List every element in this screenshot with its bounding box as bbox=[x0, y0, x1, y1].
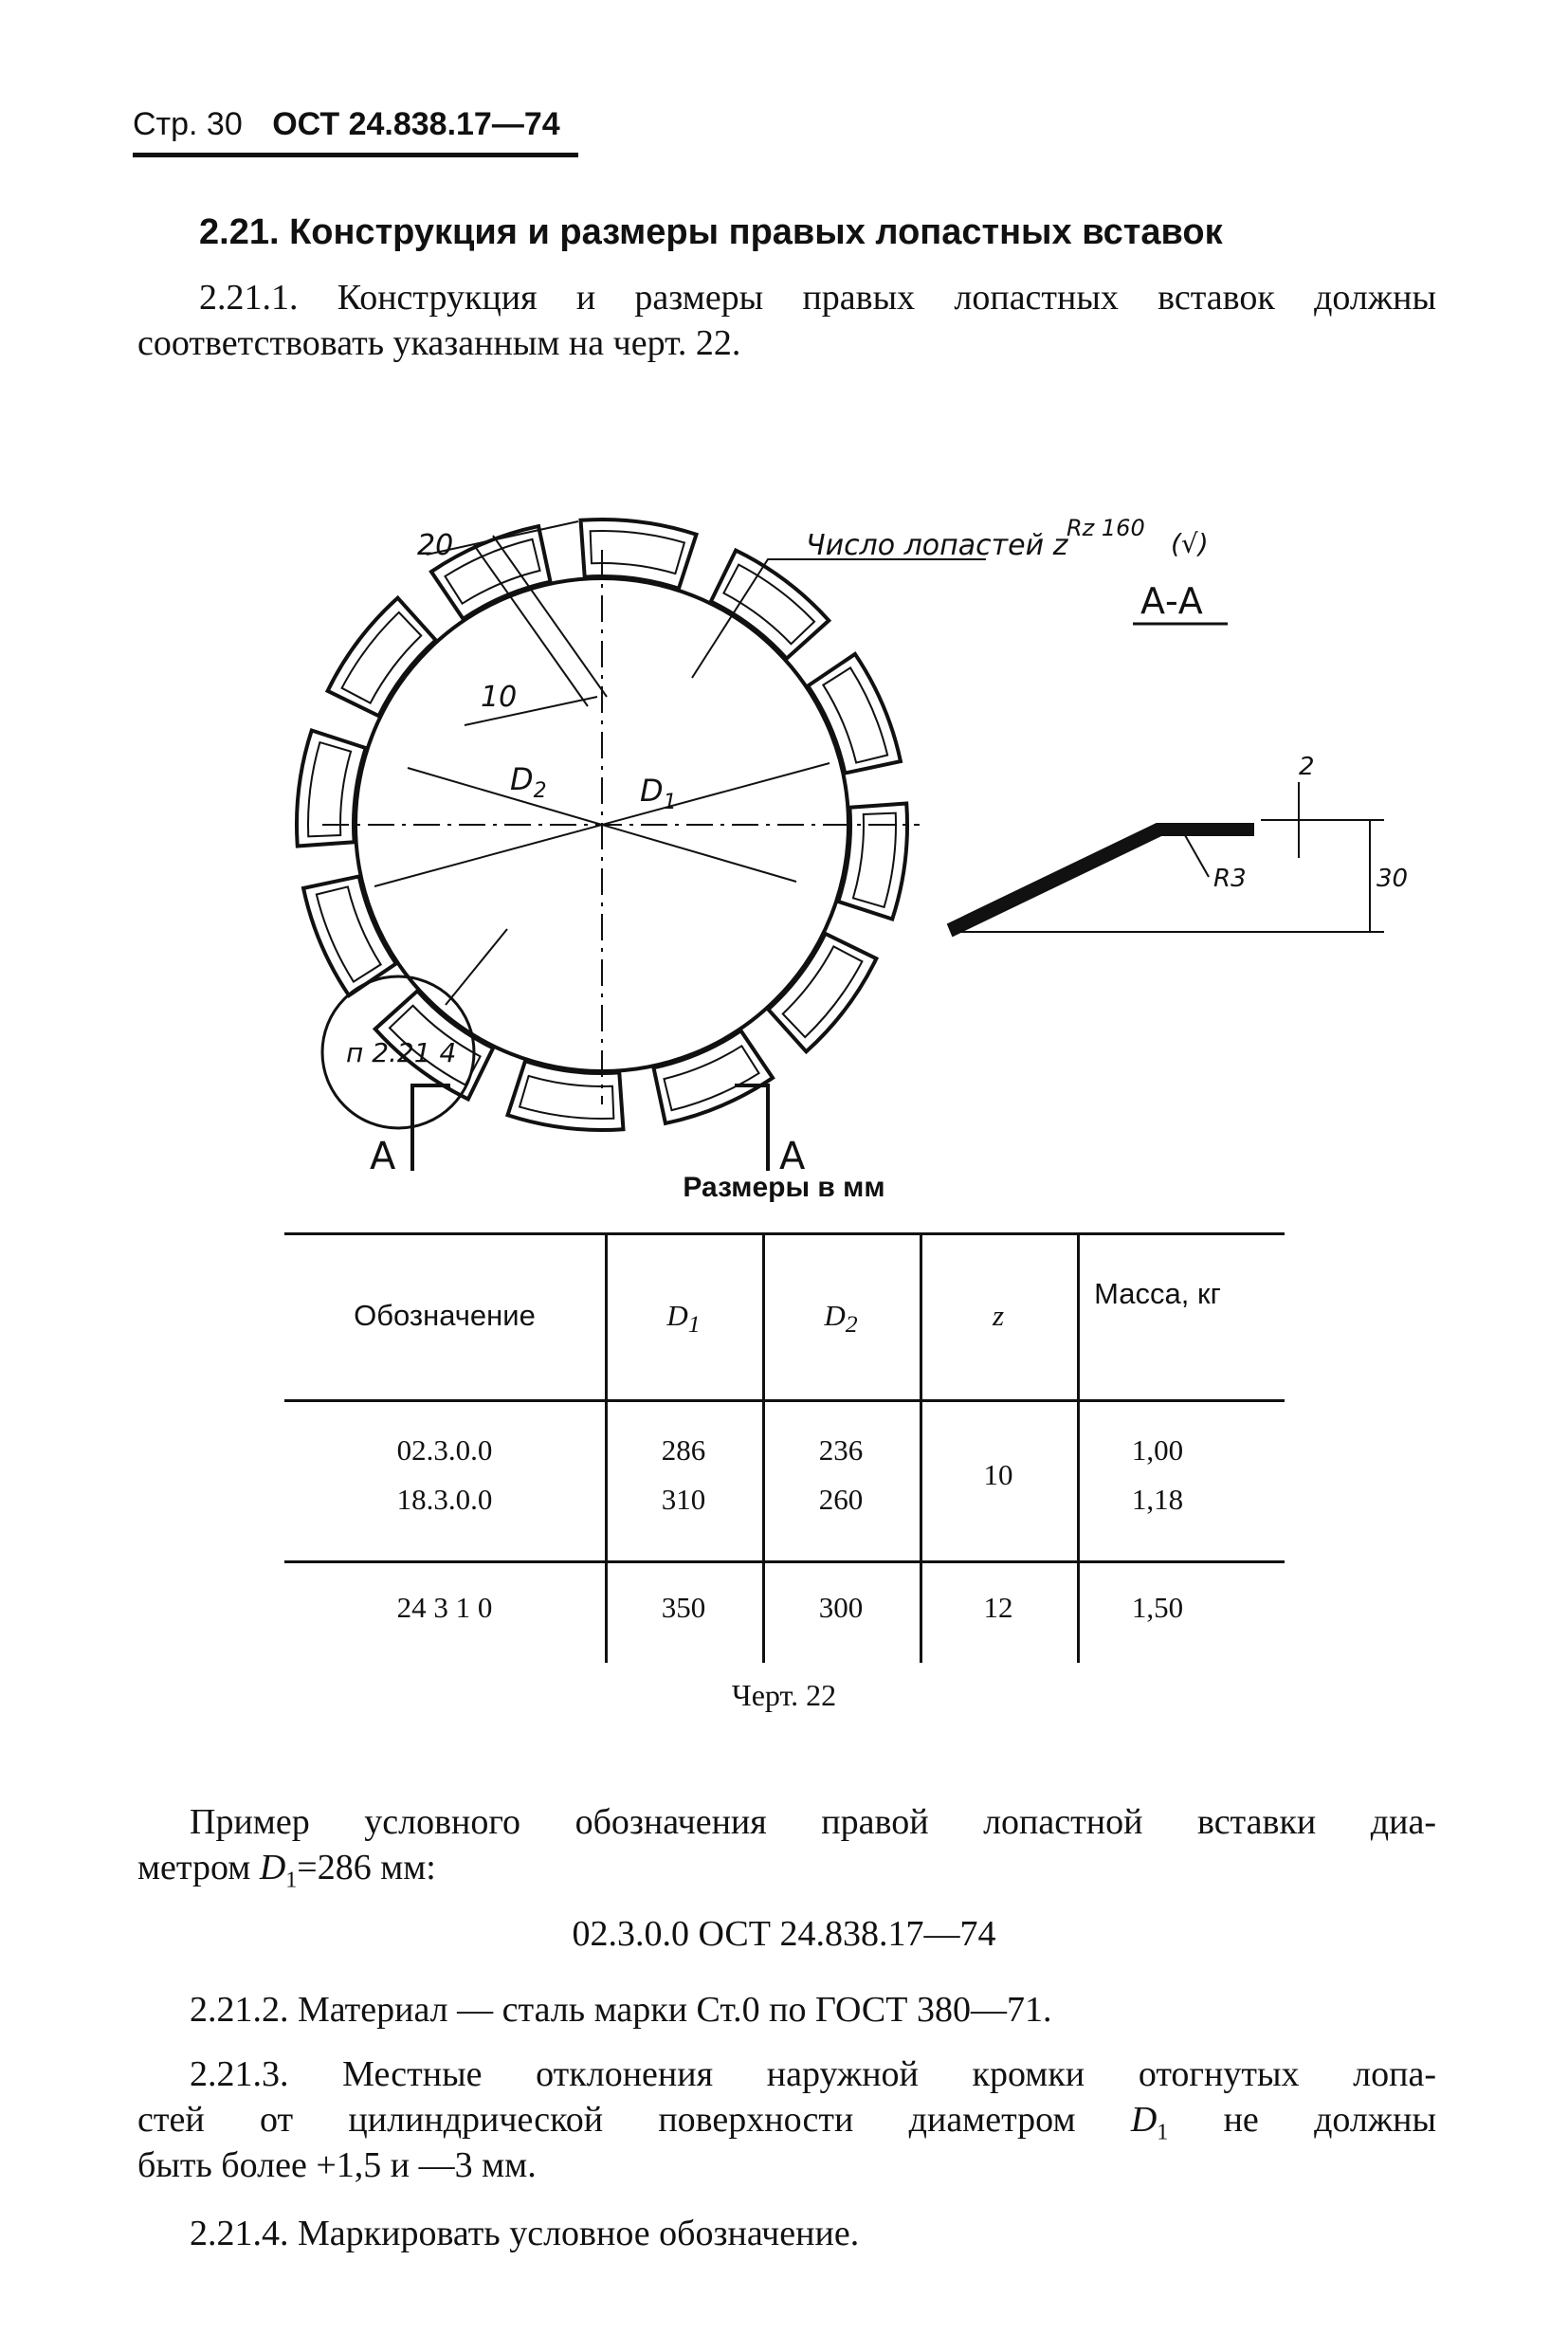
row-3-d1: 350 bbox=[661, 1591, 706, 1624]
header-mass: Масса, кг bbox=[1094, 1277, 1221, 1310]
table-top-rule bbox=[284, 1232, 1285, 1235]
blade-inner-outline bbox=[783, 946, 863, 1037]
blade-segment bbox=[297, 730, 366, 846]
section-title: 2.21. Конструкция и размеры правых лопастных вставок bbox=[199, 212, 1223, 252]
sizes-caption: Размеры в мм bbox=[683, 1172, 885, 1203]
row-2-d1: 310 bbox=[661, 1483, 706, 1516]
section-mark-left-label: А bbox=[370, 1135, 396, 1178]
section-mark-right-label: А bbox=[779, 1135, 806, 1178]
figure-caption: Черт. 22 bbox=[731, 1678, 837, 1712]
blade-segment bbox=[711, 551, 829, 659]
roughness-rest: (√) bbox=[1171, 528, 1209, 559]
blade-inner-outline bbox=[520, 1076, 613, 1119]
d2-label: $D_2$ bbox=[510, 761, 547, 803]
row-3-z: 12 bbox=[983, 1591, 1013, 1624]
blade-segment bbox=[507, 1061, 623, 1130]
page-number: Стр. 30 bbox=[133, 106, 243, 142]
blade-inner-outline bbox=[308, 742, 351, 836]
d1-label: $D_1$ bbox=[640, 773, 677, 814]
dim-20-label: 20 bbox=[417, 529, 454, 562]
row-3-mass: 1,50 bbox=[1131, 1591, 1184, 1624]
section-a-a-title: А-А bbox=[1140, 580, 1203, 622]
standard-number: ОСТ 24.838.17—74 bbox=[272, 106, 560, 142]
paragraph-2-21-3-line-3: быть более +1,5 и —3 мм. bbox=[137, 2145, 537, 2185]
blade-inner-outline bbox=[591, 531, 684, 574]
row-1-d1: 286 bbox=[661, 1433, 706, 1467]
row-2-designation: 18.3.0.0 bbox=[396, 1483, 493, 1516]
ref-note: п 2.21 4 bbox=[346, 1037, 457, 1068]
blade-inner-outline bbox=[342, 612, 422, 703]
dim-r3-label: R3 bbox=[1213, 865, 1247, 893]
row-3-d2: 300 bbox=[818, 1591, 864, 1624]
page-header bbox=[133, 106, 578, 157]
group-1-z: 10 bbox=[983, 1458, 1013, 1491]
paragraph-2-21-3-line-1: 2.21.3. Местные отклонения наружной кромки отогнутых лопа- bbox=[190, 2054, 1436, 2094]
blade-segment bbox=[768, 934, 876, 1051]
paragraph-2-21-2: 2.21.2. Материал — сталь марки Ст.0 по ГОСТ 380—71. bbox=[190, 1990, 1052, 2030]
blade-inner-outline bbox=[317, 886, 381, 981]
example-designation: 02.3.0.0 ОСТ 24.838.17—74 bbox=[572, 1914, 996, 1954]
roughness-label: Rz 160 bbox=[1067, 515, 1145, 541]
blade-segment bbox=[838, 804, 907, 920]
header-designation: Обозначение bbox=[354, 1299, 536, 1332]
row-2-d2: 260 bbox=[818, 1483, 864, 1516]
blades-note: Число лопастей z bbox=[806, 529, 1068, 562]
row-1-mass: 1,00 bbox=[1131, 1433, 1184, 1467]
dim-30-label: 30 bbox=[1377, 865, 1409, 893]
blade-inner-outline bbox=[664, 1046, 758, 1110]
header-z: z bbox=[992, 1299, 1005, 1332]
dim-20-extension-b bbox=[493, 536, 607, 697]
row-3-designation: 24 3 1 0 bbox=[396, 1591, 493, 1624]
table-header-rule bbox=[284, 1399, 1285, 1402]
technical-drawing bbox=[180, 469, 1409, 1178]
blade-inner-outline bbox=[823, 667, 887, 762]
example-line-1: Пример условного обозначения правой лопастной вставки диа- bbox=[190, 1802, 1436, 1842]
ref-leader bbox=[446, 929, 507, 1005]
paragraph-2-21-4: 2.21.4. Маркировать условное обозначение. bbox=[190, 2214, 860, 2253]
blade-segment bbox=[328, 598, 436, 716]
table-group-rule bbox=[284, 1560, 1285, 1563]
blade-inner-outline bbox=[723, 565, 814, 645]
section-mark-left bbox=[412, 1085, 450, 1171]
dim-2-label: 2 bbox=[1299, 753, 1315, 781]
row-1-d2: 236 bbox=[818, 1433, 864, 1467]
header-d2: $D_2$ bbox=[824, 1299, 858, 1339]
paragraph-2-21-3-line-2: стей от цилиндрической поверхности диаметром $D_1$ не должны bbox=[137, 2100, 1436, 2145]
row-1-designation: 02.3.0.0 bbox=[396, 1433, 493, 1467]
r3-leader bbox=[1185, 835, 1209, 877]
example-line-2: метром $D_1=286$ мм: bbox=[137, 1848, 436, 1893]
blade-profile bbox=[948, 824, 1253, 936]
paragraph-2-21-1: 2.21.1. Конструкция и размеры правых лопастных вставок должны соответствовать указанным на черт. 22. bbox=[137, 278, 1436, 363]
header-d1: $D_1$ bbox=[666, 1299, 701, 1339]
row-2-mass: 1,18 bbox=[1131, 1483, 1184, 1516]
blade-inner-outline bbox=[853, 813, 896, 907]
dim-10-label: 10 bbox=[481, 681, 518, 714]
blade-segment bbox=[581, 520, 697, 589]
